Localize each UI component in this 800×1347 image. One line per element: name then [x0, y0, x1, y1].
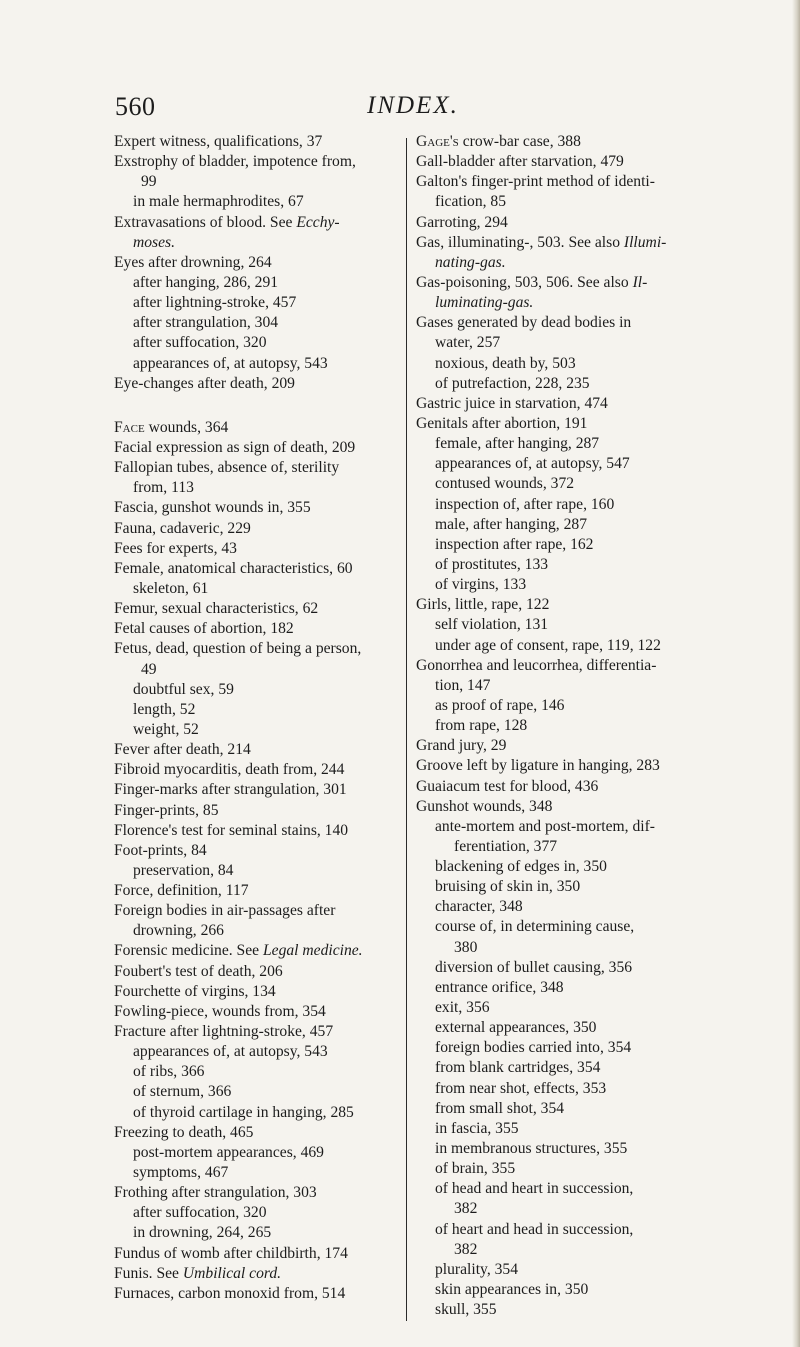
index-subentry: inspection after rape, 162 — [435, 535, 594, 553]
index-entry: Foubert's test of death, 206 — [114, 962, 283, 980]
index-subentry: after strangulation, 304 — [133, 314, 279, 332]
index-column-right — [416, 132, 716, 1320]
index-subentry: diversion of bullet causing, 356 — [435, 958, 633, 976]
index-subentry: of ribs, 366 — [133, 1063, 205, 1081]
index-entry: Foot-prints, 84 — [114, 841, 207, 859]
index-entry-continuation: drowning, 266 — [133, 922, 224, 940]
index-entry-continuation: 99 — [141, 173, 157, 191]
index-entry: Girls, little, rape, 122 — [416, 596, 550, 614]
index-entry: Fundus of womb after childbirth, 174 — [114, 1244, 348, 1262]
index-entry: Femur, sexual characteristics, 62 — [114, 600, 319, 618]
index-entry: Extravasations of blood. See Ecchy- — [114, 213, 340, 231]
index-entry: Fetus, dead, question of being a person, — [114, 640, 362, 658]
index-subentry: male, after hanging, 287 — [435, 515, 587, 533]
index-subentry: post-mortem appearances, 469 — [133, 1143, 324, 1161]
index-entry: Fourchette of virgins, 134 — [114, 982, 276, 1000]
index-entry-continuation: 382 — [454, 1200, 478, 1218]
index-entry: Funis. See Umbilical cord. — [114, 1264, 282, 1282]
index-entry: Fibroid myocarditis, death from, 244 — [114, 761, 345, 779]
index-entry: Groove left by ligature in hanging, 283 — [416, 757, 660, 775]
index-subentry: from blank cartridges, 354 — [435, 1059, 601, 1077]
index-entry: Forensic medicine. See Legal medicine. — [114, 942, 363, 960]
index-entry-continuation: moses. — [133, 233, 176, 251]
index-subentry: after suffocation, 320 — [133, 334, 267, 352]
index-subentry: external appearances, 350 — [435, 1019, 597, 1037]
index-subentry: noxious, death by, 503 — [435, 354, 576, 372]
index-entry: Gastric juice in starvation, 474 — [416, 394, 608, 412]
index-subentry: bruising of skin in, 350 — [435, 878, 581, 896]
index-entry: Gunshot wounds, 348 — [416, 797, 553, 815]
index-entry: Grand jury, 29 — [416, 737, 507, 755]
index-subentry: foreign bodies carried into, 354 — [435, 1039, 632, 1057]
index-entry: Gage's crow-bar case, 388 — [416, 133, 581, 150]
index-entry-continuation: 380 — [454, 938, 478, 956]
index-subentry: of virgins, 133 — [435, 576, 527, 594]
index-subentry: contused wounds, 372 — [435, 475, 575, 493]
index-subentry: weight, 52 — [133, 720, 199, 738]
index-entry: Gall-bladder after starvation, 479 — [416, 153, 624, 171]
running-head: INDEX. — [367, 92, 459, 119]
index-subentry: self violation, 131 — [435, 616, 549, 634]
index-subentry: of heart and head in succession, — [435, 1220, 634, 1238]
index-entry: Fracture after lightning-stroke, 457 — [114, 1023, 334, 1041]
page-edge-shadow — [792, 0, 800, 1347]
index-subentry: after hanging, 286, 291 — [133, 273, 279, 291]
index-subentry: appearances of, at autopsy, 547 — [435, 455, 630, 473]
index-subentry: of thyroid cartilage in hanging, 285 — [133, 1103, 354, 1121]
index-entry: Expert witness, qualifications, 37 — [114, 133, 323, 150]
index-subentry: in male hermaphrodites, 67 — [133, 193, 304, 211]
index-entry: Freezing to death, 465 — [114, 1123, 254, 1141]
index-entry: Gonorrhea and leucorrhea, differentia- — [416, 656, 657, 674]
index-entry: Face wounds, 364 — [114, 418, 229, 436]
index-subentry: in drowning, 264, 265 — [133, 1224, 272, 1242]
index-entry: Furnaces, carbon monoxid from, 514 — [114, 1284, 346, 1302]
index-entry-continuation: fication, 85 — [435, 193, 507, 211]
index-entry: Frothing after strangulation, 303 — [114, 1184, 317, 1202]
index-entry: Gases generated by dead bodies in — [416, 314, 632, 332]
index-subentry: of brain, 355 — [435, 1160, 516, 1178]
index-subentry: under age of consent, rape, 119, 122 — [435, 636, 661, 654]
page-number: 560 — [115, 92, 156, 121]
index-entry: Finger-marks after strangulation, 301 — [114, 781, 347, 799]
index-entry: Eye-changes after death, 209 — [114, 374, 295, 392]
index-subentry: from rape, 128 — [435, 717, 528, 735]
index-entry-continuation: 49 — [141, 660, 157, 678]
index-entry-continuation: luminating-gas. — [435, 294, 534, 312]
index-subentry: female, after hanging, 287 — [435, 435, 600, 453]
index-subentry: after suffocation, 320 — [133, 1204, 267, 1222]
index-subentry: course of, in determining cause, — [435, 918, 635, 936]
index-entry: Eyes after drowning, 264 — [114, 253, 272, 271]
index-entry: Genitals after abortion, 191 — [416, 414, 588, 432]
index-subentry: ante-mortem and post-mortem, dif- — [435, 817, 655, 835]
index-subentry: entrance orifice, 348 — [435, 978, 564, 996]
index-entry-continuation: nating-gas. — [435, 253, 506, 271]
index-entry-continuation: water, 257 — [435, 334, 501, 352]
index-subentry: appearances of, at autopsy, 543 — [133, 1043, 328, 1061]
index-subentry: skin appearances in, 350 — [435, 1281, 589, 1299]
index-entry: Fees for experts, 43 — [114, 539, 237, 557]
index-subentry: appearances of, at autopsy, 543 — [133, 354, 328, 372]
index-entry: Force, definition, 117 — [114, 882, 249, 900]
index-subentry: preservation, 84 — [133, 861, 234, 879]
index-subentry: of sternum, 366 — [133, 1083, 232, 1101]
index-subentry: of putrefaction, 228, 235 — [435, 374, 590, 392]
index-entry-continuation: tion, 147 — [435, 676, 491, 694]
index-entry-continuation: 382 — [454, 1240, 478, 1258]
index-subentry: doubtful sex, 59 — [133, 680, 234, 698]
index-subentry: blackening of edges in, 350 — [435, 858, 607, 876]
index-entry: Fallopian tubes, absence of, sterility — [114, 459, 340, 477]
index-entry: Florence's test for seminal stains, 140 — [114, 821, 349, 839]
index-subentry: as proof of rape, 146 — [435, 696, 565, 714]
index-subentry: exit, 356 — [435, 999, 490, 1017]
index-subentry: plurality, 354 — [435, 1260, 519, 1278]
index-entry: Facial expression as sign of death, 209 — [114, 438, 356, 456]
section-gap — [114, 394, 398, 418]
index-subentry: in fascia, 355 — [435, 1119, 519, 1137]
index-entry: Fetal causes of abortion, 182 — [114, 620, 294, 638]
index-column-left — [114, 132, 398, 1304]
index-subentry: of head and heart in succession, — [435, 1180, 634, 1198]
index-entry: Garroting, 294 — [416, 213, 508, 231]
index-subentry: skeleton, 61 — [133, 579, 209, 597]
index-subentry: from near shot, effects, 353 — [435, 1079, 607, 1097]
index-subentry: skull, 355 — [435, 1301, 497, 1319]
index-subentry: inspection of, after rape, 160 — [435, 495, 615, 513]
index-entry: Fauna, cadaveric, 229 — [114, 519, 251, 537]
index-entry: Foreign bodies in air-passages after — [114, 902, 336, 920]
index-subentry: of prostitutes, 133 — [435, 555, 549, 573]
index-subentry: after lightning-stroke, 457 — [133, 294, 297, 312]
index-subentry: character, 348 — [435, 898, 523, 916]
index-entry: Galton's finger-print method of identi- — [416, 173, 655, 191]
index-entry: Fascia, gunshot wounds in, 355 — [114, 499, 311, 517]
index-subentry: symptoms, 467 — [133, 1164, 229, 1182]
index-entry-continuation: from, 113 — [133, 479, 194, 497]
column-divider — [406, 138, 407, 1321]
index-entry: Guaiacum test for blood, 436 — [416, 777, 599, 795]
index-entry: Female, anatomical characteristics, 60 — [114, 559, 353, 577]
index-subentry: from small shot, 354 — [435, 1099, 565, 1117]
index-entry-continuation: ferentiation, 377 — [454, 837, 558, 855]
index-entry: Exstrophy of bladder, impotence from, — [114, 153, 356, 171]
index-entry: Fever after death, 214 — [114, 741, 251, 759]
index-subentry: length, 52 — [133, 700, 196, 718]
index-subentry: in membranous structures, 355 — [435, 1140, 628, 1158]
index-entry: Gas-poisoning, 503, 506. See also Il- — [416, 273, 648, 291]
index-entry: Fowling-piece, wounds from, 354 — [114, 1002, 326, 1020]
index-entry: Gas, illuminating-, 503. See also Illumi- — [416, 233, 667, 251]
index-entry: Finger-prints, 85 — [114, 801, 219, 819]
